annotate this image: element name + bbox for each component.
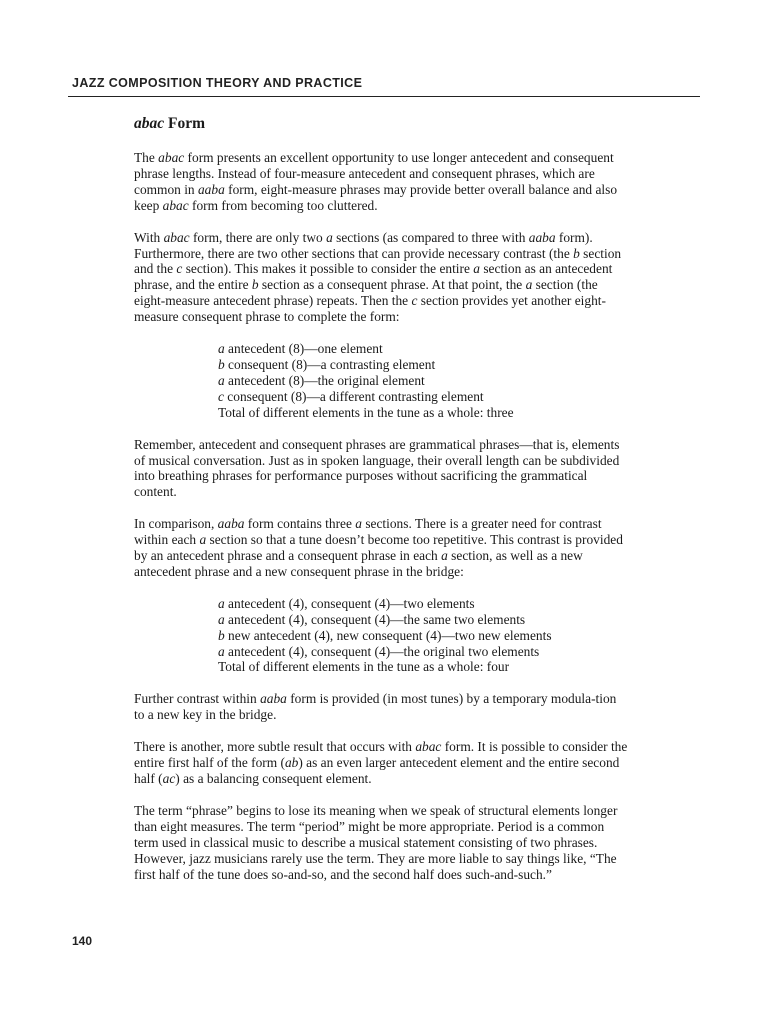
section-heading-rest: Form <box>164 115 206 132</box>
list-item: c consequent (8)—a different contrasting element <box>218 388 484 404</box>
paragraph: In comparison, aaba form contains three a sections. There is a greater need for contrast within each a section so that a tune doesn’t become too repetitive. This contrast is provided by an antecedent phrase and a consequent phrase in each a section, as well as a new antecedent phrase and a new consequent phrase in the bridge: <box>134 516 623 579</box>
list-item: a antecedent (4), consequent (4)—the same two elements <box>218 611 526 627</box>
list-item: Total of different elements in the tune as a whole: three <box>218 404 514 420</box>
list-item: a antecedent (4), consequent (4)—two elements <box>218 595 475 611</box>
aaba-form-list <box>218 596 630 676</box>
header-rule <box>68 96 700 97</box>
section-heading <box>134 114 630 134</box>
section-heading-italic: abac <box>134 115 165 132</box>
list-item: b consequent (8)—a contrasting element <box>218 356 436 372</box>
list-item: Total of different elements in the tune as a whole: four <box>218 659 510 675</box>
list-item: b new antecedent (4), new consequent (4)—two new elements <box>218 627 552 643</box>
paragraph: Remember, antecedent and consequent phrases are grammatical phrases—that is, elements of musical conversation. Just as in spoken language, their overall length can be subdivided into breathing phrases for performance purposes without sacrificing the grammatical content. <box>134 436 620 500</box>
page-body <box>134 114 630 898</box>
paragraph: The abac form presents an excellent opportunity to use longer antecedent and consequent phrase lengths. Instead of four-measure antecedent and consequent phrases, which are common in aaba form, eight-measure phrases may provide better overall balance and also keep abac form from becoming too cluttered. <box>134 150 618 213</box>
paragraph: With abac form, there are only two a sections (as compared to three with aaba form). Furthermore, there are two other sections that can provide necessary contrast (the b section and the c section). This makes it possible to consider the entire a section as an antecedent phrase, and the entire b section as a consequent phrase. At that point, the a section (the eight-measure antecedent phrase) repeats. Then the c section provides yet another eight-measure consequent phrase to complete the form: <box>134 229 622 325</box>
running-head: JAZZ COMPOSITION THEORY AND PRACTICE <box>72 76 363 90</box>
list-item: a antecedent (8)—one element <box>218 341 383 357</box>
list-item: a antecedent (4), consequent (4)—the original two elements <box>218 643 540 659</box>
paragraph: Further contrast within aaba form is provided (in most tunes) by a temporary modula-tion to a new key in the bridge. <box>134 691 617 723</box>
abac-form-list <box>218 341 630 421</box>
paragraph: There is another, more subtle result that occurs with abac form. It is possible to consider the entire first half of the form (ab) as an even larger antecedent element and the entire second half (ac) as a balancing consequent element. <box>134 739 628 786</box>
page-number: 140 <box>72 934 93 948</box>
list-item: a antecedent (8)—the original element <box>218 372 425 388</box>
paragraph: The term “phrase” begins to lose its meaning when we speak of structural elements longer than eight measures. The term “period” might be more appropriate. Period is a common term used in classical music to describe a musical statement consisting of two phrases. However, jazz musicians rarely use the term. They are more liable to say things like, “The first half of the tune does so-and-so, and the second half does such-and-such.” <box>134 802 618 882</box>
